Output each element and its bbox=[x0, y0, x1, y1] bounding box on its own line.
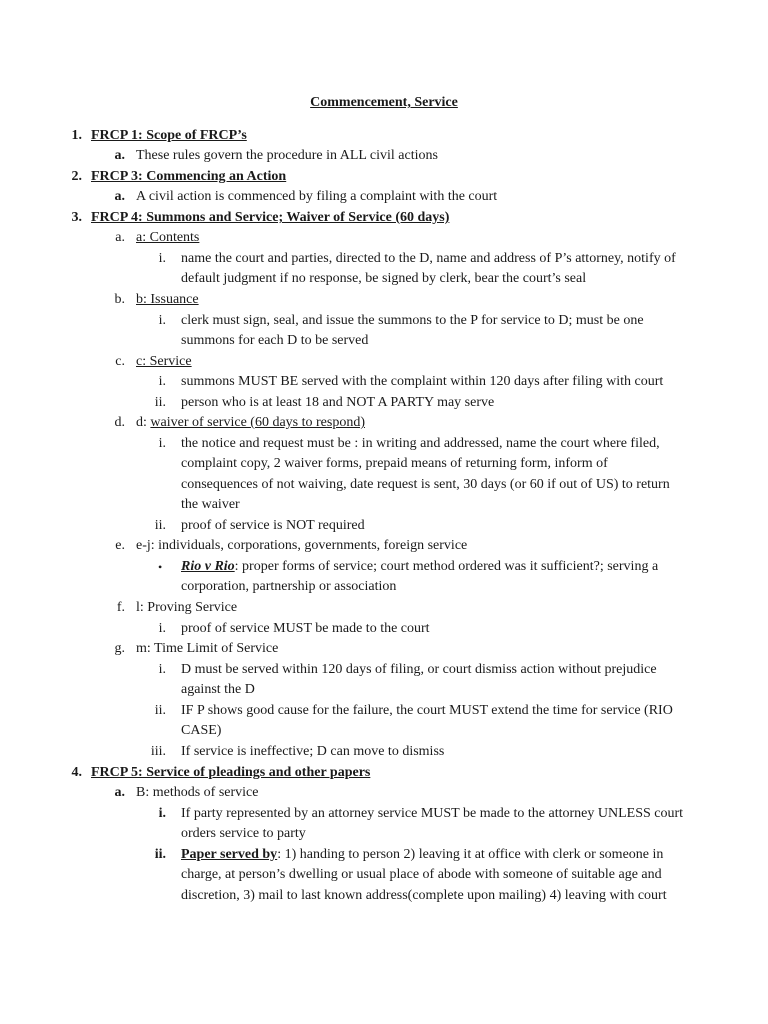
section-3d-marker: d. bbox=[114, 415, 125, 430]
section-3b-label: b: Issuance bbox=[136, 292, 199, 307]
section-3-marker: 3. bbox=[71, 210, 82, 225]
section-3d-i-line1: the notice and request must be : in writing and addressed, name the court where filed, bbox=[181, 436, 660, 451]
section-4a-i-line2: orders service to party bbox=[181, 826, 306, 841]
section-3b-marker: b. bbox=[114, 292, 125, 307]
section-3d-label-underlined: waiver of service (60 days to respond) bbox=[150, 415, 365, 430]
page-title: Commencement, Service bbox=[310, 95, 458, 110]
section-4a-ii-text: : 1) handing to person 2) leaving it at office with clerk or someone in bbox=[277, 847, 664, 862]
section-3g-i-line1: D must be served within 120 days of filing, or court dismiss action without prejudice bbox=[181, 662, 657, 677]
section-4-marker: 4. bbox=[71, 765, 82, 780]
section-3g-marker: g. bbox=[114, 641, 125, 656]
section-3e-marker: e. bbox=[115, 538, 125, 553]
section-1-marker: 1. bbox=[71, 128, 82, 143]
section-1-heading: FRCP 1: Scope of FRCP’s bbox=[91, 128, 247, 143]
section-1a-text: These rules govern the procedure in ALL civil actions bbox=[136, 148, 438, 163]
section-3g-ii-line2: CASE) bbox=[181, 723, 222, 738]
section-3d-label-prefix: d: bbox=[136, 415, 151, 430]
section-4a-text: B: methods of service bbox=[136, 785, 259, 800]
section-2a-text: A civil action is commenced by filing a complaint with the court bbox=[136, 189, 498, 204]
section-3a-i-text-cont: default judgment if no response, be signed by clerk, bear the court’s seal bbox=[181, 271, 587, 286]
section-4a-marker: a. bbox=[114, 785, 125, 800]
case-name-rio-v-rio: Rio v Rio bbox=[181, 559, 235, 574]
section-1a-marker: a. bbox=[114, 148, 125, 163]
section-3g-iii-text: If service is ineffective; D can move to dismiss bbox=[181, 744, 445, 759]
section-3e-case-text: : proper forms of service; court method ordered was it sufficient?; serving a bbox=[234, 559, 659, 574]
section-3d-label bbox=[136, 413, 365, 433]
section-3c-ii-marker: ii. bbox=[154, 395, 166, 410]
section-2a-marker: a. bbox=[114, 189, 125, 204]
section-3g-iii-marker: iii. bbox=[150, 744, 166, 759]
section-3d-ii-text: proof of service is NOT required bbox=[181, 518, 365, 533]
section-3g-ii-line1: IF P shows good cause for the failure, the court MUST extend the time for service (RIO bbox=[181, 703, 673, 718]
section-3d-i-line2: complaint copy, 2 waiver forms, prepaid means of returning form, inform of bbox=[181, 456, 608, 471]
section-3d-i-line4: the waiver bbox=[181, 497, 240, 512]
section-3c-label: c: Service bbox=[136, 354, 192, 369]
section-3b-i-text: clerk must sign, seal, and issue the summons to the P for service to D; must be one bbox=[181, 313, 644, 328]
section-3c-i-marker: i. bbox=[158, 374, 166, 389]
section-3b-i-marker: i. bbox=[158, 313, 166, 328]
section-3e-label: e-j: individuals, corporations, governments, foreign service bbox=[136, 538, 468, 553]
section-4a-i-line1: If party represented by an attorney service MUST be made to the attorney UNLESS court bbox=[181, 806, 684, 821]
section-2-marker: 2. bbox=[71, 169, 82, 184]
section-3g-label: m: Time Limit of Service bbox=[136, 641, 279, 656]
section-3c-ii-text: person who is at least 18 and NOT A PARTY may serve bbox=[181, 395, 495, 410]
paper-served-by-label: Paper served by bbox=[181, 847, 278, 862]
section-3e-case-text-cont: corporation, partnership or association bbox=[181, 579, 397, 594]
section-3c-marker: c. bbox=[115, 354, 125, 369]
section-3a-marker: a. bbox=[115, 230, 125, 245]
section-4a-i-marker: i. bbox=[158, 806, 166, 821]
section-3a-i-marker: i. bbox=[158, 251, 166, 266]
section-2-heading: FRCP 3: Commencing an Action bbox=[91, 169, 287, 184]
section-4a-ii-marker: ii. bbox=[154, 847, 166, 862]
section-3a-i-text: name the court and parties, directed to the D, name and address of P’s attorney, notify of bbox=[181, 251, 676, 266]
bullet-icon: • bbox=[158, 560, 163, 574]
section-3-heading: FRCP 4: Summons and Service; Waiver of Service (60 days) bbox=[91, 210, 450, 225]
section-3c-i-text: summons MUST BE served with the complaint within 120 days after filing with court bbox=[181, 374, 664, 389]
section-3d-ii-marker: ii. bbox=[154, 518, 166, 533]
section-3b-i-text-cont: summons for each D to be served bbox=[181, 333, 369, 348]
section-3f-i-text: proof of service MUST be made to the court bbox=[181, 621, 430, 636]
section-3f-label: l: Proving Service bbox=[136, 600, 238, 615]
section-4a-ii-line1 bbox=[181, 845, 663, 865]
section-4a-ii-line3: discretion, 3) mail to last known address(complete upon mailing) 4) leaving with court bbox=[181, 888, 667, 903]
section-3e-case-line bbox=[181, 557, 658, 577]
section-4a-ii-line2: charge, at person’s dwelling or usual place of abode with someone of suitable age and bbox=[181, 867, 662, 882]
section-3g-i-marker: i. bbox=[158, 662, 166, 677]
section-3g-i-line2: against the D bbox=[181, 682, 255, 697]
section-3g-ii-marker: ii. bbox=[154, 703, 166, 718]
section-3d-i-line3: consequences of not waiving, date request is sent, 30 days (or 60 if out of US) to return bbox=[181, 477, 670, 492]
section-3f-marker: f. bbox=[116, 600, 125, 615]
section-3d-i-marker: i. bbox=[158, 436, 166, 451]
section-3f-i-marker: i. bbox=[158, 621, 166, 636]
section-4-heading: FRCP 5: Service of pleadings and other papers bbox=[91, 765, 371, 780]
section-3a-label: a: Contents bbox=[136, 230, 200, 245]
